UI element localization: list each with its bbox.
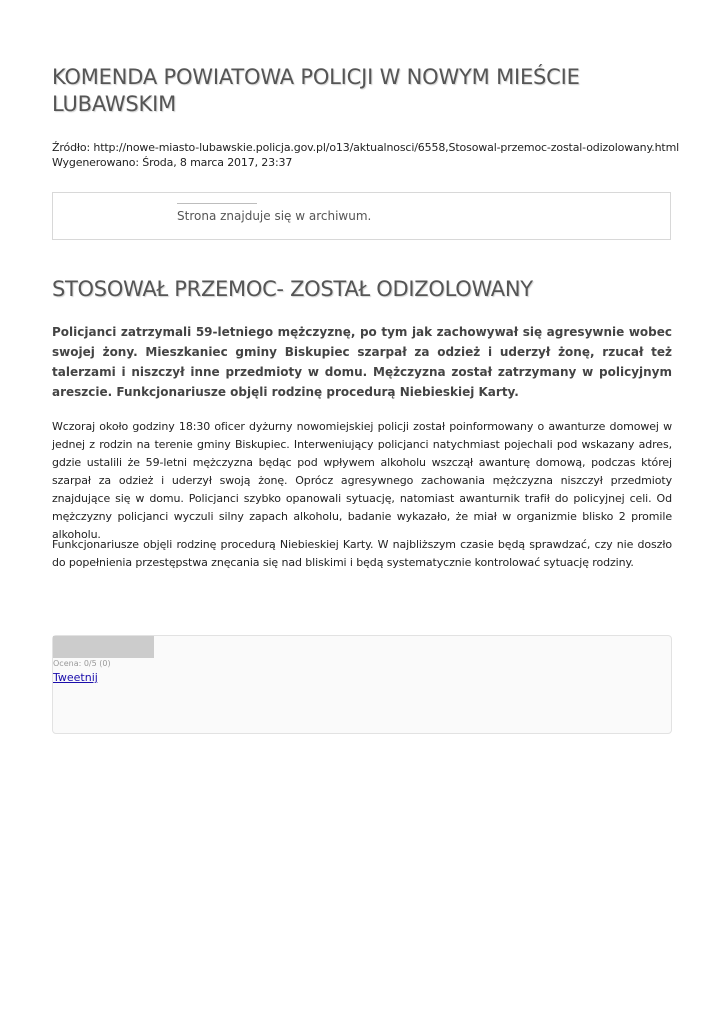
rating-stars-bar[interactable] [53, 636, 154, 658]
archive-notice: Strona znajduje się w archiwum. [177, 209, 372, 223]
article-paragraph: Wczoraj około godziny 18:30 oficer dyżurny nowomiejskiej policji został poinformowany o awanturze domowej w jednej z rodzin na terenie gminy Biskupiec. Interweniujący policjanci natychmiast pojechali pod wskazany adres, gdzie ustalili że 59-letni mężczyzna będąc pod wpływem alkoholu wszczął awanturę domową, podczas której szarpał za odzież i uderzył swoją żonę. Oprócz agresywnego zachowania mężczyzna niszczył przedmioty znajdujące się w domu. Policjanci szybko opanowali sytuację, natomiast awanturnik trafił do policyjnej celi. Od mężczyzny policjanci wyczuli silny zapach alkoholu, badanie wykazało, że miał w organizmie blisko 2 promile alkoholu. [52, 420, 672, 541]
source-url: Źródło: http://nowe-miasto-lubawskie.policja.gov.pl/o13/aktualnosci/6558,Stosowal-przemoc-zostal-odizolowany.html [52, 141, 680, 154]
generated-date: Wygenerowano: Środa, 8 marca 2017, 23:37 [52, 156, 293, 169]
rating-panel [52, 635, 672, 734]
document-meta [52, 140, 692, 170]
site-header-title: KOMENDA POWIATOWA POLICJI W NOWYM MIEŚCIE LUBAWSKIM [52, 65, 580, 116]
rating-summary: Ocena: 0/5 (0) [53, 659, 111, 668]
article-title: STOSOWAŁ PRZEMOC- ZOSTAŁ ODIZOLOWANY [52, 277, 533, 301]
archive-notice-box [52, 192, 671, 240]
archive-divider [177, 203, 257, 204]
article-paragraph: Funkcjonariusze objęli rodzinę procedurą Niebieskiej Karty. W najbliższym czasie będą sprawdzać, czy nie doszło do popełnienia przestępstwa znęcania się nad bliskimi i będą systematycznie kontrolować sytuację rodziny. [52, 538, 672, 569]
tweet-link[interactable]: Tweetnij [53, 671, 98, 684]
article-lead: Policjanci zatrzymali 59-letniego mężczyznę, po tym jak zachowywał się agresywnie wobec swojej żony. Mieszkaniec gminy Biskupiec szarpał za odzież i uderzył żonę, rzucał też talerzami i niszczył inne przedmioty w domu. Mężczyzna został zatrzymany w policyjnym areszcie. Funkcjonariusze objęli rodzinę procedurą Niebieskiej Karty. [52, 325, 672, 399]
